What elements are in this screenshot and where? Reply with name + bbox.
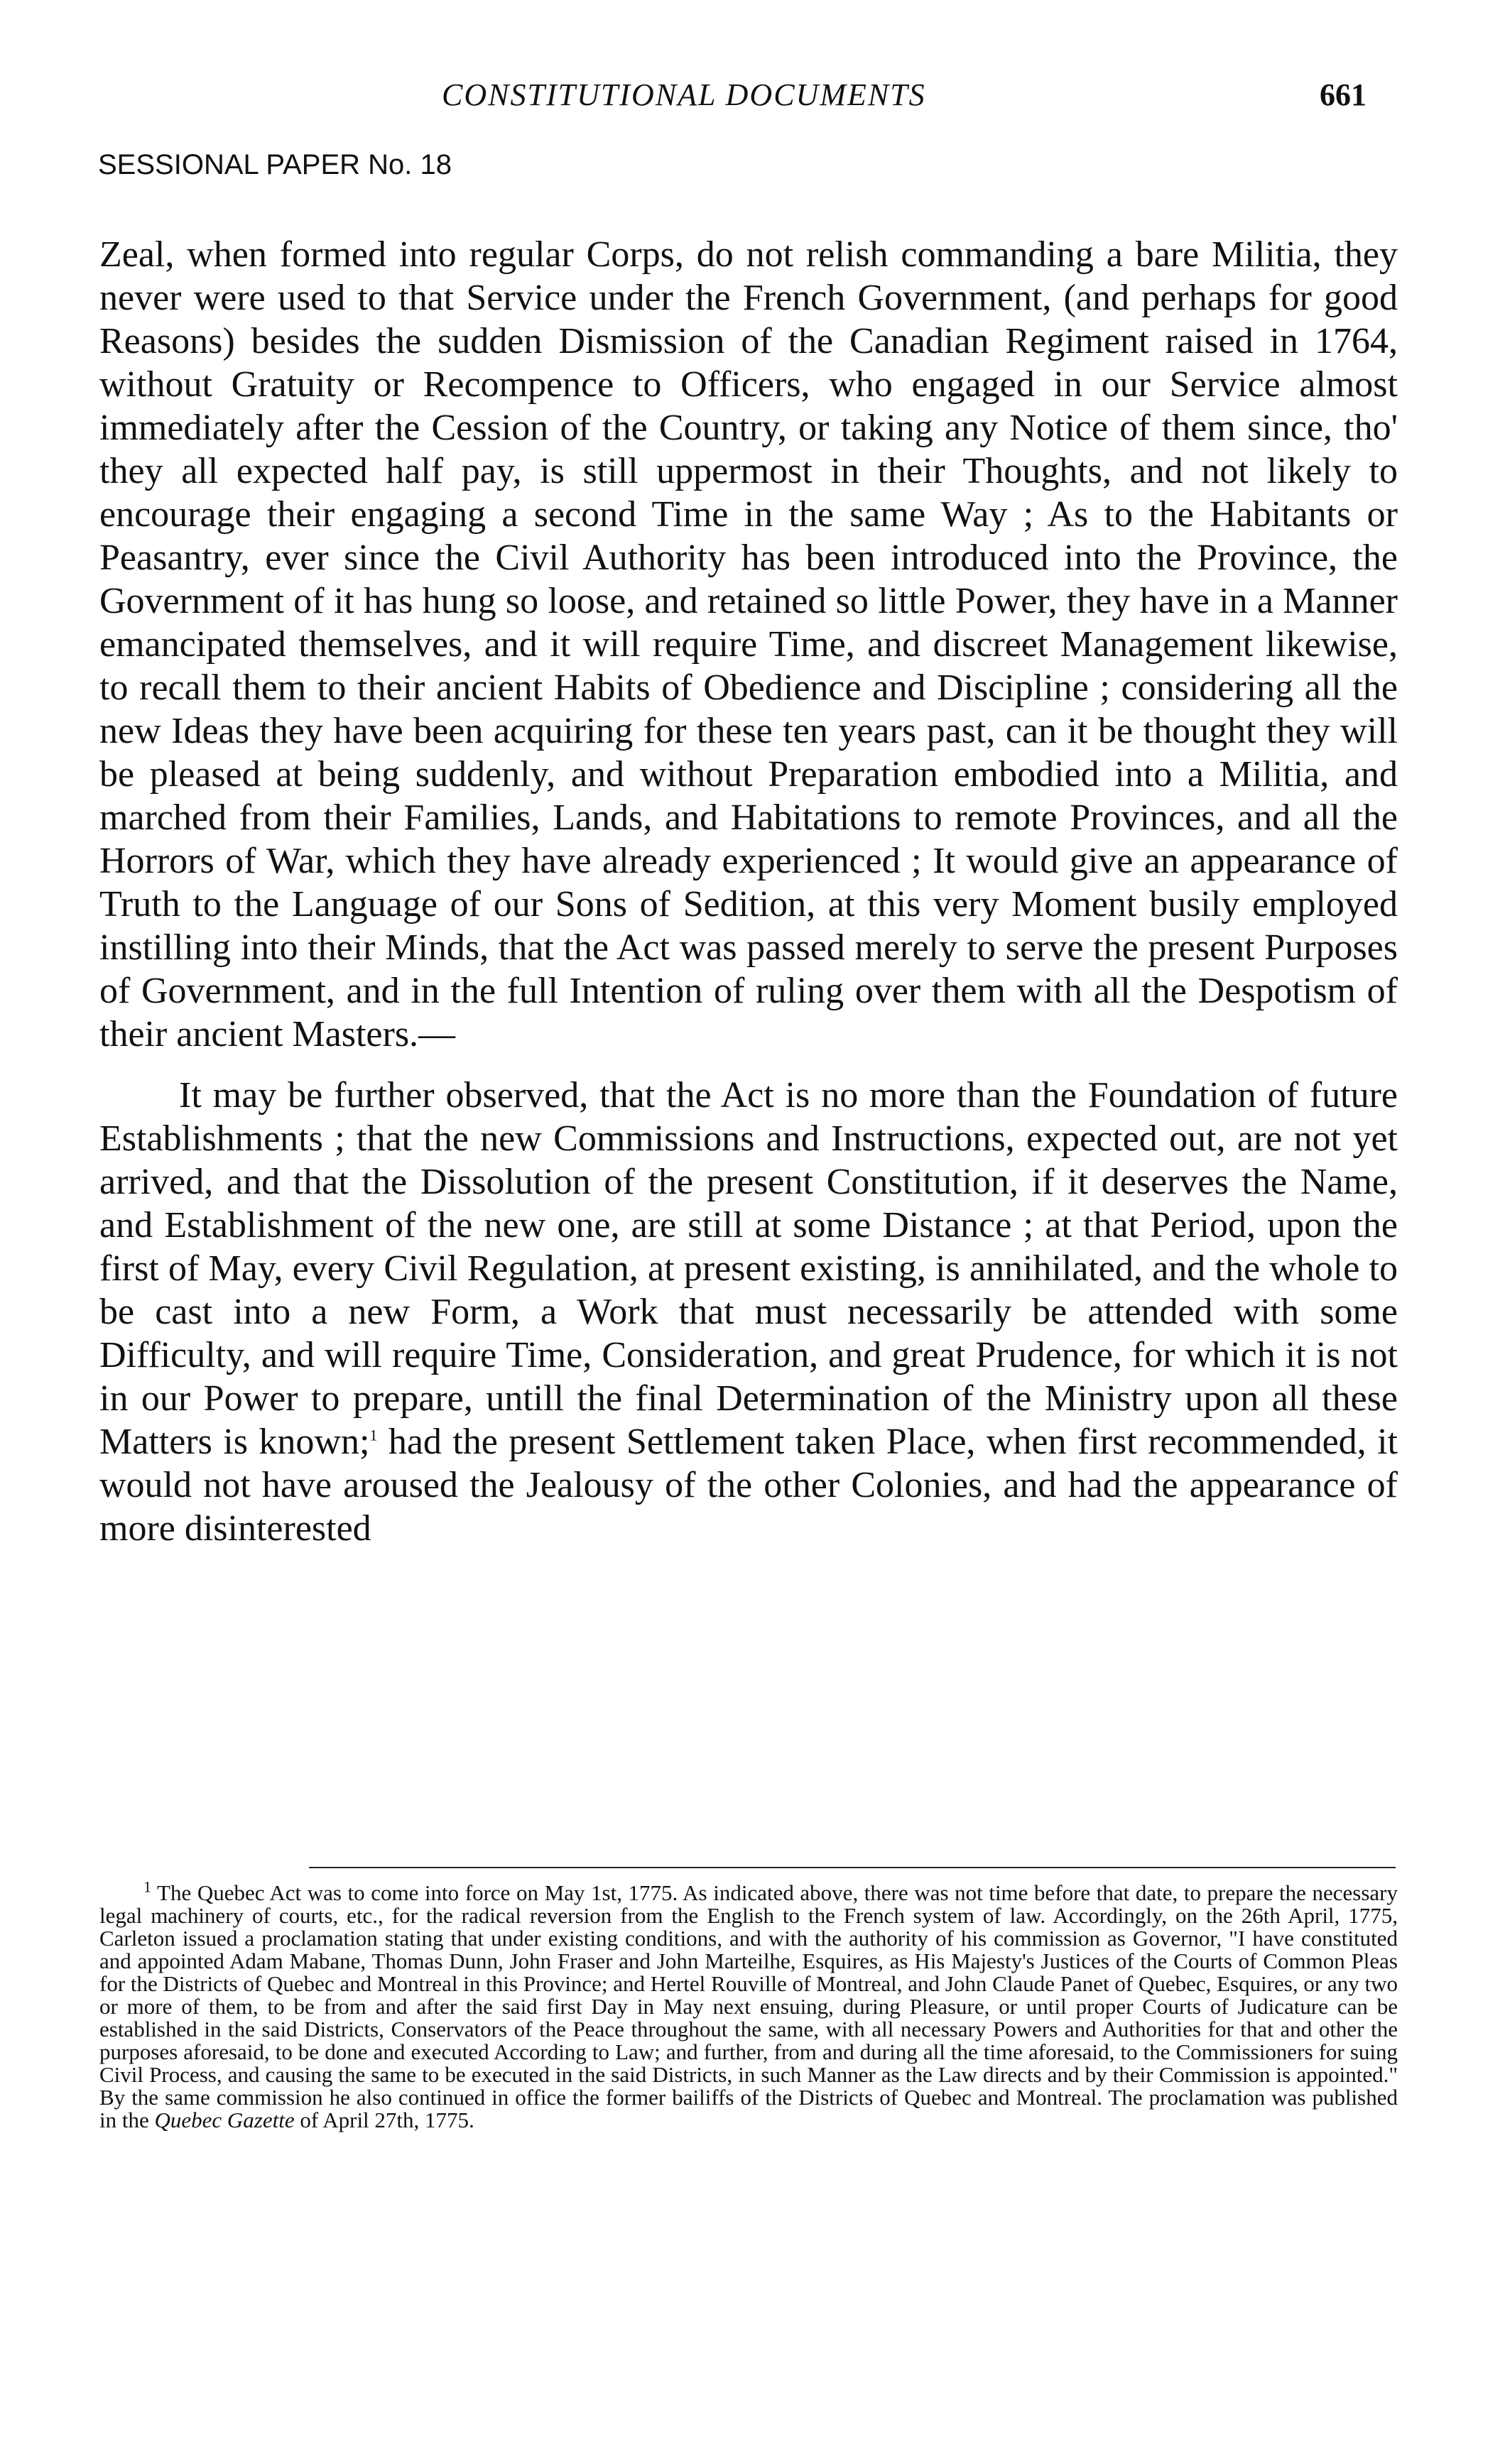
running-head: CONSTITUTIONAL DOCUMENTS: [442, 77, 926, 112]
newspaper-title: Quebec Gazette: [154, 2108, 295, 2132]
footnote-divider: [309, 1867, 1396, 1868]
body-text: [99, 233, 1398, 1550]
footnote-body: The Quebec Act was to come into force on May 1st, 1775. As indicated above, there was not time before that date, to prepare the necessary legal machinery of courts, etc., for the radical reversion from the English to the French system of law. Accordingly, on the 26th April, 1775, Carleton issued a proclamation stating that under existing conditions, and with the authority of his commission as Governor, "I have constituted and appointed Adam Mabane, Thomas Dunn, John Fraser and John Marteilhe, Esquires, as His Majesty's Justices of the Courts of Common Pleas for the Districts of Quebec and Montreal in this Province; and Hertel Rouville of Montreal, and John Claude Panet of Quebec, Esquires, or any two or more of them, to be from and after the said first Day in May next ensuing, during Pleasure, or until proper Courts of Judicature can be established in the said Districts, Conservators of the Peace throughout the same, with all necessary Powers and Authorities for that and other the purposes aforesaid, to be done and executed According to Law; and further, from and during all the time aforesaid, to the Commissioners for suing Civil Process, and causing the same to be executed in the said Districts, in such Manner as the Law directs and by their Commission is appointed." By the same commission he also continued in office the former bailiffs of the Districts of Quebec and Montreal. The proclamation was published in the: [99, 1880, 1398, 2132]
footnote: [99, 1877, 1398, 2132]
footnote-number: 1: [143, 1877, 151, 1896]
footnote-reference: 1: [369, 1426, 378, 1444]
paragraph-text: had the present Settlement taken Place, when first recommended, it would not have aroused the Jealousy of the other Colonies, and had the appearance of more disinterested: [99, 1422, 1398, 1549]
page-number: 661: [1320, 77, 1367, 112]
sessional-paper-label: SESSIONAL PAPER No. 18: [98, 149, 452, 180]
paragraph: Zeal, when formed into regular Corps, do not relish commanding a bare Militia, they never were used to that Service under the French Government, (and perhaps for good Reasons) besides the sudden Dismission of the Canadian Regiment raised in 1764, without Gratuity or Recompence to Officers, who engaged in our Service almost immediately after the Cession of the Country, or taking any Notice of them since, tho' they all expected half pay, is still uppermost in their Thoughts, and not likely to encourage their engaging a second Time in the same Way ; As to the Habitants or Peasantry, ever since the Civil Authority has been introduced into the Province, the Government of it has hung so loose, and retained so little Power, they have in a Manner emancipated themselves, and it will require Time, and discreet Management likewise, to recall them to their ancient Habits of Obedience and Discipline ; considering all the new Ideas they have been acquiring for these ten years past, can it be thought they will be pleased at being suddenly, and without Preparation embodied into a Militia, and marched from their Families, Lands, and Habitations to remote Provinces, and all the Horrors of War, which they have already experienced ; It would give an appearance of Truth to the Language of our Sons of Sedition, at this very Moment busily employed instilling into their Minds, that the Act was passed merely to serve the present Purposes of Government, and in the full Intention of ruling over them with all the Despotism of their ancient Masters.—: [99, 234, 1398, 1054]
paragraph-text: It may be further observed, that the Act is no more than the Foundation of future Establishments ; that the new Commissions and Instructions, expected out, are not yet arrived, and that the Dissolution of the present Constitution, if it deserves the Name, and Establishment of the new one, are still at some Distance ; at that Period, upon the first of May, every Civil Regulation, at present existing, is annihilated, and the whole to be cast into a new Form, a Work that must necessarily be attended with some Difficulty, and will require Time, Consideration, and great Prudence, for which it is not in our Power to prepare, untill the final Determination of the Ministry upon all these Matters is known;: [99, 1075, 1398, 1462]
paragraph: [99, 1074, 1398, 1550]
footnote-body-end: of April 27th, 1775.: [294, 2108, 474, 2132]
footnote-text: [99, 1877, 1398, 2132]
